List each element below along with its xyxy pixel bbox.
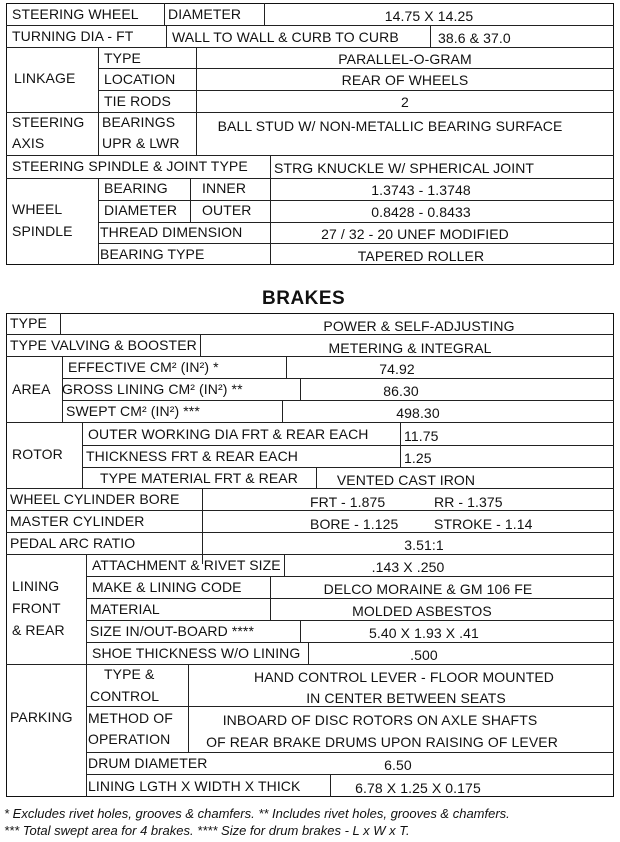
brake-type-label: TYPE — [10, 315, 47, 331]
gross-lining-value: 86.30 — [383, 383, 419, 399]
spindle-joint-value: STRG KNUCKLE W/ SPHERICAL JOINT — [274, 160, 535, 176]
wheel-spindle-label-2: SPINDLE — [12, 223, 73, 239]
lining-code-value: DELCO MORAINE & GM 106 FE — [323, 581, 533, 597]
thread-dimension-label: THREAD DIMENSION — [100, 224, 243, 240]
inner-label: INNER — [202, 180, 247, 196]
attachment-label: ATTACHMENT & RIVET SIZE — [92, 557, 281, 573]
outer-working-dia-label: OUTER WORKING DIA FRT & REAR EACH — [88, 426, 369, 442]
rotor-label: ROTOR — [12, 446, 63, 462]
swept-area-label: SWEPT CM² (IN²) *** — [66, 403, 200, 419]
rotor-thickness-value: 1.25 — [404, 450, 432, 466]
turning-dia-value: 38.6 & 37.0 — [438, 30, 511, 46]
inner-value: 1.3743 - 1.3748 — [371, 182, 471, 198]
rotor-material-value: VENTED CAST IRON — [336, 472, 476, 488]
bearing-diameter-label: DIAMETER — [104, 202, 178, 218]
spindle-joint-label: STEERING SPINDLE & JOINT TYPE — [12, 158, 248, 174]
bearing-label: BEARING — [104, 180, 168, 196]
turning-dia-label: TURNING DIA - FT — [12, 28, 134, 44]
bearings-label-2: UPR & LWR — [102, 135, 180, 151]
valving-value: METERING & INTEGRAL — [328, 340, 492, 356]
wall-to-wall-label: WALL TO WALL & CURB TO CURB — [172, 29, 399, 45]
linkage-label: LINKAGE — [14, 70, 76, 86]
wheel-cylinder-label: WHEEL CYLINDER BORE — [10, 491, 180, 507]
lining-label-3: & REAR — [12, 622, 65, 638]
effective-area-value: 74.92 — [379, 361, 415, 377]
steering-axis-label-2: AXIS — [12, 135, 45, 151]
bearings-value: BALL STUD W/ NON-METALLIC BEARING SURFACE — [217, 118, 563, 134]
shoe-thickness-label: SHOE THICKNESS W/O LINING — [92, 645, 301, 661]
linkage-location-value: REAR OF WHEELS — [341, 72, 469, 88]
lining-size-label: SIZE IN/OUT-BOARD **** — [90, 623, 255, 639]
footnote-line-2: *** Total swept area for 4 brakes. **** Size for drum brakes - L x W x T. — [4, 823, 410, 838]
parking-type-label-1: TYPE & — [104, 666, 155, 682]
steering-axis-label-1: STEERING — [12, 114, 85, 130]
parking-type-label-2: CONTROL — [90, 688, 160, 704]
bearings-label-1: BEARINGS — [102, 114, 176, 130]
outer-value: 0.8428 - 0.8433 — [371, 204, 471, 220]
gross-lining-label: GROSS LINING CM² (IN²) ** — [62, 381, 243, 397]
wheel-spindle-label-1: WHEEL — [12, 201, 63, 217]
parking-method-label-1: METHOD OF — [88, 710, 173, 726]
linkage-location-label: LOCATION — [104, 71, 176, 87]
wheel-cylinder-front: FRT - 1.875 — [310, 494, 386, 510]
effective-area-label: EFFECTIVE CM² (IN²) * — [68, 359, 219, 375]
brakes-heading: BRAKES — [262, 288, 346, 309]
drum-diameter-label: DRUM DIAMETER — [88, 755, 208, 771]
swept-area-value: 498.30 — [396, 405, 440, 421]
pedal-arc-label: PEDAL ARC RATIO — [10, 535, 136, 551]
lining-material-value: MOLDED ASBESTOS — [352, 603, 492, 619]
parking-method-value-1: INBOARD OF DISC ROTORS ON AXLE SHAFTS — [222, 712, 538, 728]
tie-rods-value: 2 — [401, 94, 409, 110]
rotor-material-label: TYPE MATERIAL FRT & REAR — [100, 470, 298, 486]
lining-code-label: MAKE & LINING CODE — [92, 579, 242, 595]
footnote-line-1: * Excludes rivet holes, grooves & chamfers. ** Includes rivet holes, grooves & chamfers. — [4, 806, 510, 821]
wheel-cylinder-rear: RR - 1.375 — [434, 494, 503, 510]
steering-wheel-label: STEERING WHEEL — [12, 6, 139, 22]
bearing-type-value: TAPERED ROLLER — [357, 248, 485, 264]
drum-diameter-value: 6.50 — [384, 757, 412, 773]
lining-dimensions-value: 6.78 X 1.25 X 0.175 — [355, 780, 481, 796]
parking-type-value-1: HAND CONTROL LEVER - FLOOR MOUNTED — [253, 669, 555, 685]
lining-dimensions-label: LINING LGTH X WIDTH X THICK — [88, 778, 301, 794]
steering-wheel-diameter-value: 14.75 X 14.25 — [384, 8, 474, 24]
attachment-value: .143 X .250 — [371, 559, 445, 575]
pedal-arc-value: 3.51:1 — [404, 537, 444, 553]
area-label: AREA — [12, 381, 51, 397]
master-cylinder-bore: BORE - 1.125 — [310, 516, 399, 532]
master-cylinder-label: MASTER CYLINDER — [10, 513, 145, 529]
parking-label: PARKING — [10, 709, 73, 725]
diameter-label: DIAMETER — [168, 6, 242, 22]
linkage-type-value: PARALLEL-O-GRAM — [338, 51, 472, 67]
lining-label-2: FRONT — [12, 600, 61, 616]
brake-type-value: POWER & SELF-ADJUSTING — [323, 318, 515, 334]
rotor-thickness-label: THICKNESS FRT & REAR EACH — [86, 448, 299, 464]
thread-dimension-value: 27 / 32 - 20 UNEF MODIFIED — [321, 226, 509, 242]
tie-rods-label: TIE RODS — [104, 93, 171, 109]
outer-working-dia-value: 11.75 — [404, 428, 439, 444]
outer-label: OUTER — [202, 202, 252, 218]
parking-method-label-2: OPERATION — [88, 731, 171, 747]
lining-size-value: 5.40 X 1.93 X .41 — [369, 625, 479, 641]
lining-label-1: LINING — [12, 578, 60, 594]
parking-method-value-2: OF REAR BRAKE DRUMS UPON RAISING OF LEVER — [206, 734, 558, 750]
linkage-type-label: TYPE — [104, 50, 141, 66]
bearing-type-label: BEARING TYPE — [100, 246, 205, 262]
parking-type-value-2: IN CENTER BETWEEN SEATS — [306, 690, 506, 706]
master-cylinder-stroke: STROKE - 1.14 — [434, 516, 533, 532]
valving-label: TYPE VALVING & BOOSTER — [10, 337, 197, 353]
shoe-thickness-value: .500 — [410, 647, 438, 663]
lining-material-label: MATERIAL — [90, 601, 160, 617]
